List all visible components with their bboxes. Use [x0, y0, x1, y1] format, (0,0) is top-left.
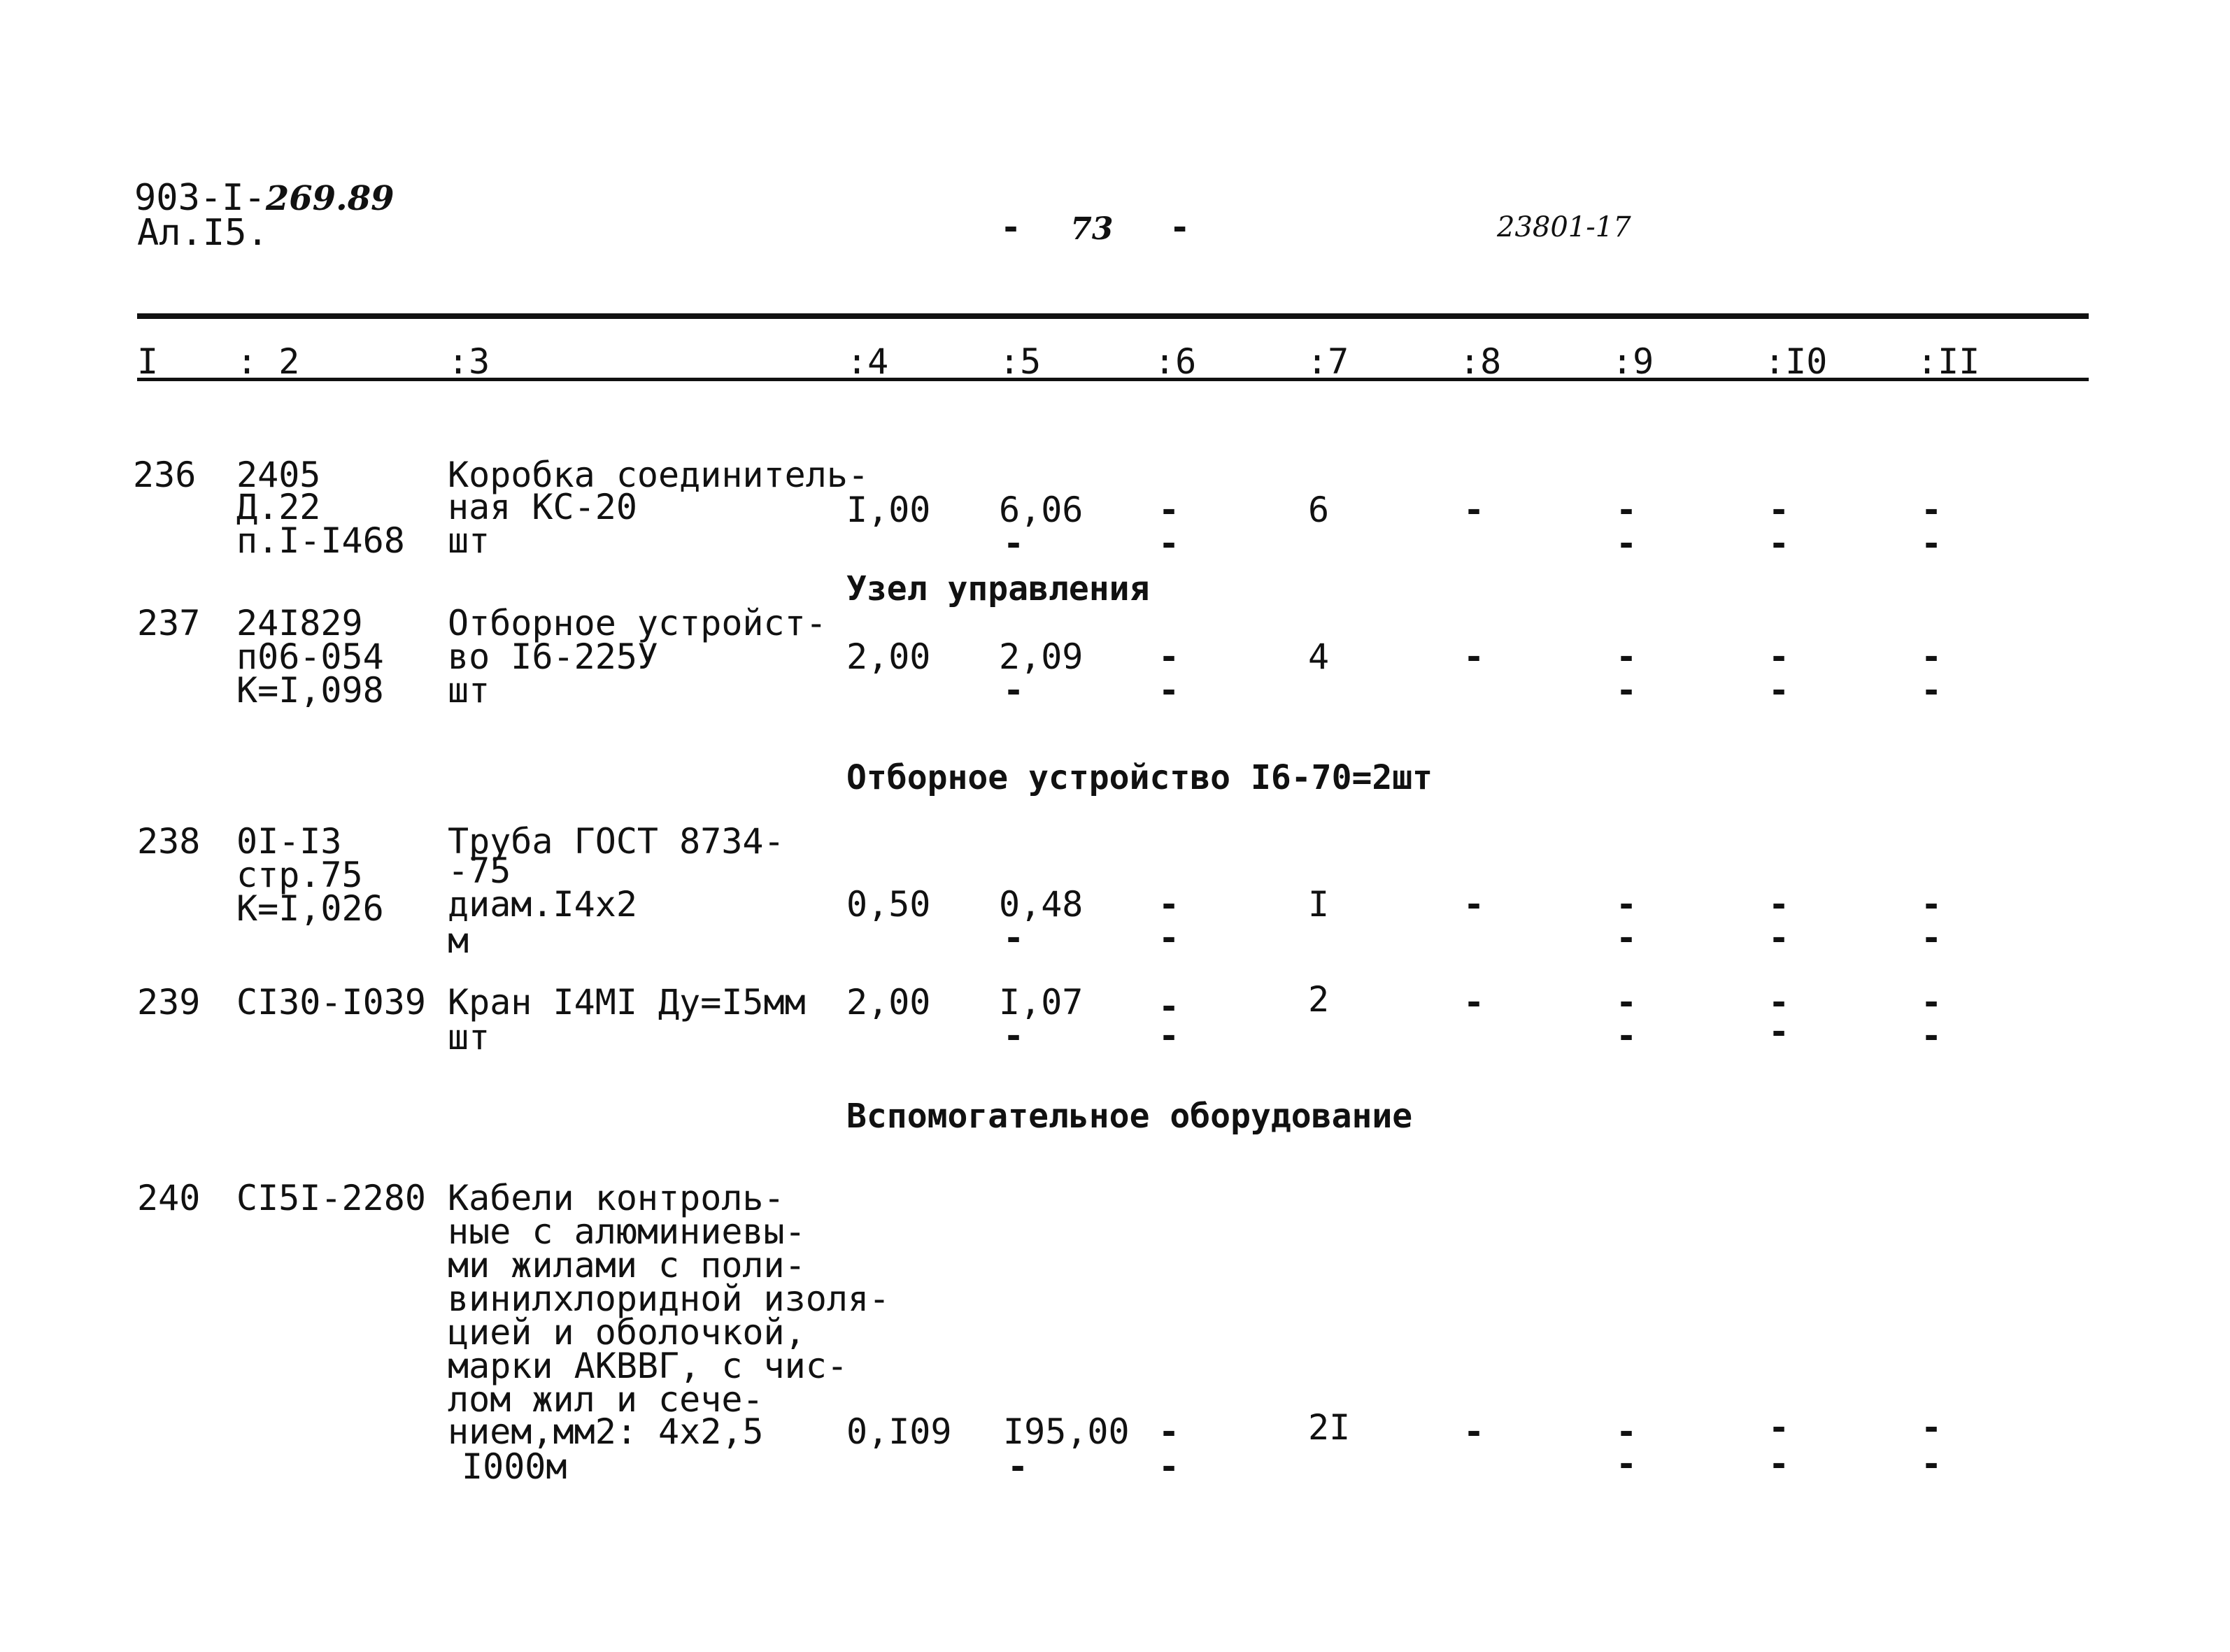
row-240-col7: 2I	[1308, 1407, 1351, 1448]
row-238-col10b: -	[1768, 918, 1790, 958]
doc-code-typed: 903-I-	[134, 177, 266, 219]
col-header-11: :II	[1917, 341, 1980, 382]
row-236-col11: -	[1921, 490, 1943, 530]
row-239-col6: -	[1158, 986, 1180, 1027]
row-238-name-4: м	[448, 920, 469, 961]
row-239-code-1: CI30-I039	[236, 982, 426, 1023]
row-237-code-1: 24I829	[236, 603, 363, 643]
row-240-col5b: -	[1007, 1446, 1029, 1487]
row-240-col6b: -	[1158, 1446, 1180, 1487]
doc-code-handwritten: 269.89	[265, 179, 395, 218]
row-238-col6: -	[1158, 884, 1180, 925]
section-sampling-device: Отборное устройство I6-70=2шт	[846, 758, 1433, 797]
row-240-col6: -	[1158, 1411, 1180, 1452]
row-237-col9: -	[1616, 636, 1638, 677]
row-237-col5: 2,09	[999, 636, 1084, 677]
row-239-col5b: -	[1003, 1016, 1025, 1056]
row-237-name-2: во I6-225У	[448, 636, 659, 677]
row-240-name-9: I000м	[462, 1446, 567, 1487]
row-236-col6: -	[1158, 490, 1180, 530]
row-237-col10: -	[1768, 636, 1790, 677]
row-240-name-6: марки АКВВГ, с чис-	[448, 1346, 848, 1386]
row-236-num: 236	[133, 455, 197, 495]
col-header-10: :I0	[1764, 341, 1828, 382]
row-237-col6: -	[1158, 636, 1180, 677]
row-240-name-4: винилхлоридной изоля-	[448, 1279, 890, 1319]
row-237-name-3: шт	[448, 670, 490, 711]
row-240-name-1: Кабели контроль-	[448, 1178, 785, 1218]
row-240-num: 240	[137, 1178, 201, 1218]
row-240-col4: 0,I09	[846, 1411, 952, 1452]
row-240-col9: -	[1616, 1411, 1638, 1452]
row-239-col11: -	[1921, 982, 1943, 1023]
row-240-name-5: цией и оболочкой,	[448, 1312, 806, 1353]
row-237-col11b: -	[1921, 670, 1943, 711]
row-237-col8: -	[1463, 636, 1485, 677]
row-240-col11: -	[1921, 1407, 1943, 1448]
page-number: 73	[1070, 211, 1114, 247]
row-239-col5: I,07	[999, 982, 1084, 1023]
row-239-col8: -	[1463, 982, 1485, 1023]
row-237-code-2: п06-054	[236, 636, 384, 677]
row-236-col9b: -	[1616, 523, 1638, 564]
row-237-code-3: К=I,098	[236, 670, 384, 711]
row-236-code-2: Д.22	[236, 487, 321, 527]
row-238-num: 238	[137, 821, 201, 862]
row-237-col7: 4	[1308, 636, 1330, 677]
row-236-col7: 6	[1308, 490, 1330, 530]
row-239-col11b: -	[1921, 1016, 1943, 1056]
sheet-label: Ал.I5.	[137, 212, 269, 254]
row-238-col11: -	[1921, 884, 1943, 925]
row-238-code-2: стр.75	[236, 855, 363, 895]
row-238-col8: -	[1463, 884, 1485, 925]
row-237-col4: 2,00	[846, 636, 931, 677]
row-240-col11b: -	[1921, 1444, 1943, 1484]
top-rule	[137, 313, 2089, 319]
row-239-col4: 2,00	[846, 982, 931, 1023]
row-239-col10: -	[1768, 982, 1790, 1023]
section-control-unit: Узел управления	[846, 569, 1150, 608]
row-240-name-7: лом жил и сече-	[448, 1379, 764, 1420]
row-237-col9b: -	[1616, 670, 1638, 711]
row-237-num: 237	[137, 603, 201, 643]
row-239-col6b: -	[1158, 1016, 1180, 1056]
row-240-name-3: ми жилами с поли-	[448, 1245, 806, 1286]
row-236-name-1: Коробка соединитель-	[448, 455, 869, 495]
row-238-col11b: -	[1921, 918, 1943, 958]
col-header-7: :7	[1307, 341, 1349, 382]
row-240-col5: I95,00	[1003, 1411, 1130, 1452]
row-238-col4: 0,50	[846, 884, 931, 925]
row-236-code-1: 2405	[236, 455, 321, 495]
row-238-col10: -	[1768, 884, 1790, 925]
row-240-code-1: CI5I-2280	[236, 1178, 426, 1218]
col-header-5: :5	[999, 341, 1042, 382]
row-236-col5: 6,06	[999, 490, 1084, 530]
row-239-name-2: шт	[448, 1017, 490, 1058]
row-238-col6b: -	[1158, 918, 1180, 958]
row-236-col6b: -	[1158, 523, 1180, 564]
row-240-name-2: ные с алюминиевы-	[448, 1211, 806, 1252]
row-239-name-1: Кран I4MI Ду=I5мм	[448, 982, 806, 1023]
row-236-col5b: -	[1003, 523, 1025, 564]
row-236-col10: -	[1768, 490, 1790, 530]
page-dash-left: -	[1000, 207, 1022, 248]
row-237-col5b: -	[1003, 670, 1025, 711]
row-238-name-3: диам.I4х2	[448, 884, 637, 925]
row-238-code-1: 0I-I3	[236, 821, 342, 862]
row-238-col5: 0,48	[999, 884, 1084, 925]
row-238-col9: -	[1616, 884, 1638, 925]
row-236-name-3: шт	[448, 520, 490, 561]
page-number-block	[1000, 207, 1191, 248]
row-237-col10b: -	[1768, 670, 1790, 711]
row-236-col10b: -	[1768, 523, 1790, 564]
col-header-9: :9	[1612, 341, 1654, 382]
row-238-name-1: Труба ГОСТ 8734-	[448, 821, 785, 862]
row-238-col5b: -	[1003, 918, 1025, 958]
section-auxiliary: Вспомогательное оборудование	[846, 1097, 1413, 1136]
row-240-col9b: -	[1616, 1444, 1638, 1484]
doc-code	[134, 177, 395, 219]
row-239-col7: 2	[1308, 979, 1330, 1020]
row-240-name-8: нием,мм2: 4х2,5	[448, 1411, 764, 1452]
col-header-8: :8	[1459, 341, 1502, 382]
col-header-6: :6	[1154, 341, 1197, 382]
row-240-col10: -	[1768, 1407, 1790, 1448]
row-236-col9: -	[1616, 490, 1638, 530]
row-239-col9b: -	[1616, 1016, 1638, 1056]
col-header-3: :3	[448, 341, 490, 382]
row-237-col11: -	[1921, 636, 1943, 677]
row-237-name-1: Отборное устройст-	[448, 603, 827, 643]
row-240-col10b: -	[1768, 1444, 1790, 1484]
col-header-2: : 2	[236, 341, 300, 382]
row-236-code-3: п.I-I468	[236, 520, 405, 561]
row-239-col9: -	[1616, 982, 1638, 1023]
archive-number: 23801-17	[1497, 211, 1631, 243]
row-236-col8: -	[1463, 490, 1485, 530]
col-header-1: I	[137, 341, 159, 382]
row-238-col9b: -	[1616, 918, 1638, 958]
row-236-name-2: ная КС-20	[448, 487, 637, 527]
row-238-code-3: К=I,026	[236, 888, 384, 929]
row-237-col6b: -	[1158, 670, 1180, 711]
row-238-col7: I	[1308, 884, 1330, 925]
col-header-4: :4	[846, 341, 889, 382]
page-dash-right: -	[1169, 207, 1191, 248]
row-239-num: 239	[137, 982, 201, 1023]
row-236-col11b: -	[1921, 523, 1943, 564]
row-239-col10b: -	[1768, 1011, 1790, 1052]
row-236-col4: I,00	[846, 490, 931, 530]
row-238-name-2: -75	[448, 850, 511, 891]
row-240-col8: -	[1463, 1411, 1485, 1452]
